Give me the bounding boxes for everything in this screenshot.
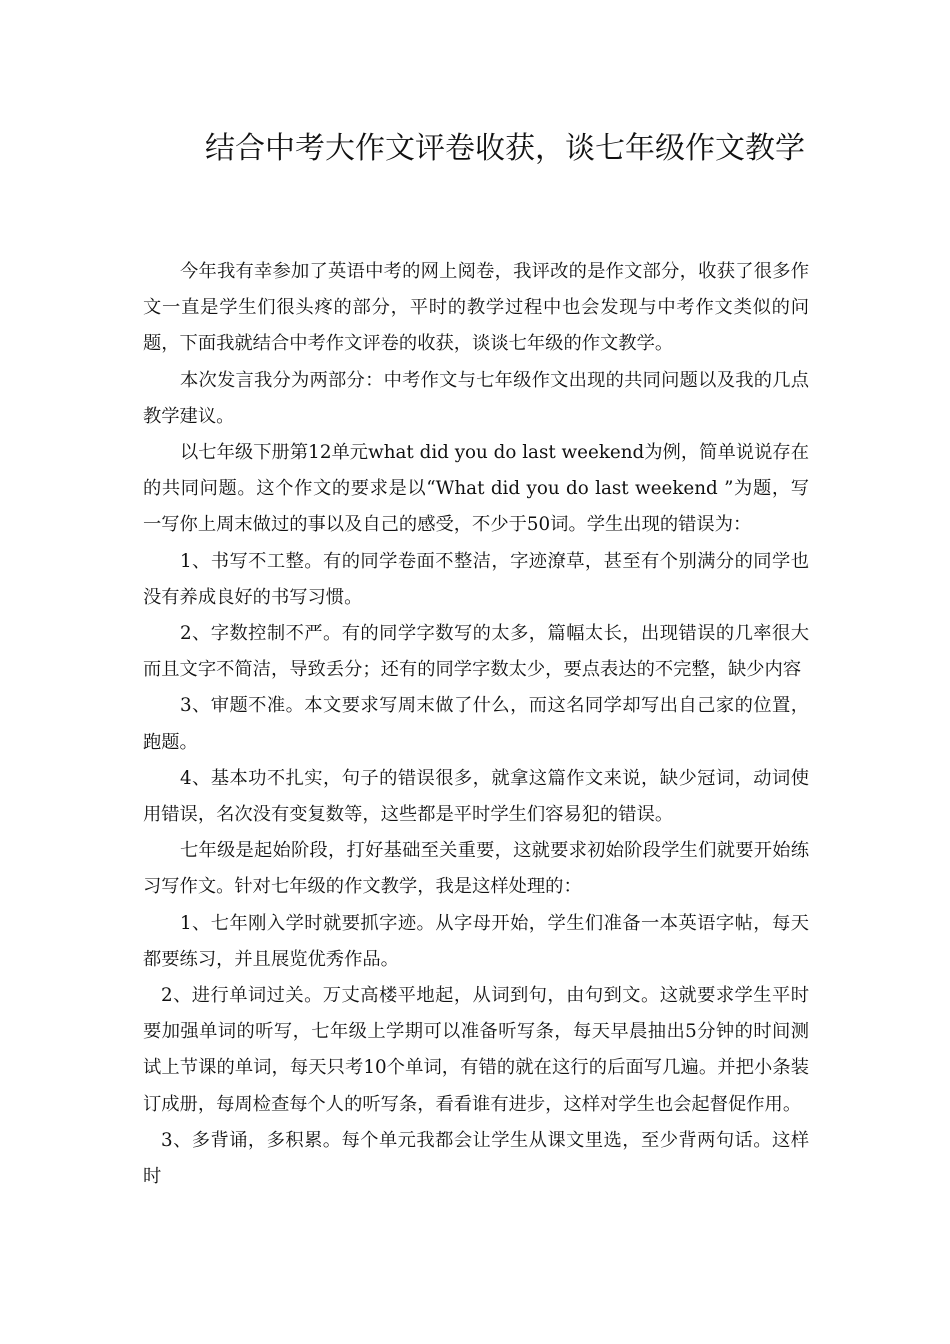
paragraph-problem-1: 1、书写不工整。有的同学卷面不整洁，字迹潦草，甚至有个别满分的同学也没有养成良好的书写习惯。 [143,550,809,608]
paragraph-suggestion-1: 1、七年刚入学时就要抓字迹。从字母开始，学生们准备一本英语字帖，每天都要练习，并且展览优秀作品。 [143,912,809,970]
paragraph-foundation: 七年级是起始阶段，打好基础至关重要，这就要求初始阶段学生们就要开始练习写作文。针对七年级的作文教学，我是这样处理的： [143,840,809,898]
document-title: 结合中考大作文评卷收获，谈七年级作文教学 [205,131,805,166]
paragraph-intro: 今年我有幸参加了英语中考的网上阅卷，我评改的是作文部分，收获了很多作文一直是学生们很头疼的部分，平时的教学过程中也会发现与中考作文类似的问题，下面我就结合中考作文评卷的收获，谈谈七年级的作文教学。 [143,261,809,355]
paragraph-problem-4: 4、基本功不扎实，句子的错误很多，就拿这篇作文来说，缺少冠词，动词使用错误，名次没有变复数等，这些都是平时学生们容易犯的错误。 [143,767,809,826]
paragraph-problem-2: 2、字数控制不严。有的同学字数写的太多，篇幅太长，出现错误的几率很大而且文字不简洁，导致丢分；还有的同学字数太少，要点表达的不完整，缺少内容 [143,623,809,681]
paragraph-problem-3: 3、审题不准。本文要求写周末做了什么，而这名同学却写出自己家的位置，跑题。 [143,695,809,753]
paragraph-suggestion-2: 2、进行单词过关。万丈高楼平地起，从词到句，由句到文。这就要求学生平时要加强单词的听写，七年级上学期可以准备听写条，每天早晨抽出5分钟的时间测试上节课的单词，每天只考10个单词，有错的就在这行的后面写几遍。并把小条装订成册，每周检查每个人的听写条，看看谁有进步，这样对学生也会起督促作用。 [143,985,809,1115]
document-body [143,254,809,1195]
paragraph-suggestion-3: 3、多背诵，多积累。每个单元我都会让学生从课文里选，至少背两句话。这样时 [143,1129,809,1188]
paragraph-example: 以七年级下册第12单元what did you do last weekend为例，简单说说存在的共同问题。这个作文的要求是以“What did you do last weekend ”为题，写一写你上周末做过的事以及自己的感受，不少于50词。学生出现的错误为： [143,442,809,536]
paragraph-outline: 本次发言我分为两部分：中考作文与七年级作文出现的共同问题以及我的几点教学建议。 [143,369,809,427]
